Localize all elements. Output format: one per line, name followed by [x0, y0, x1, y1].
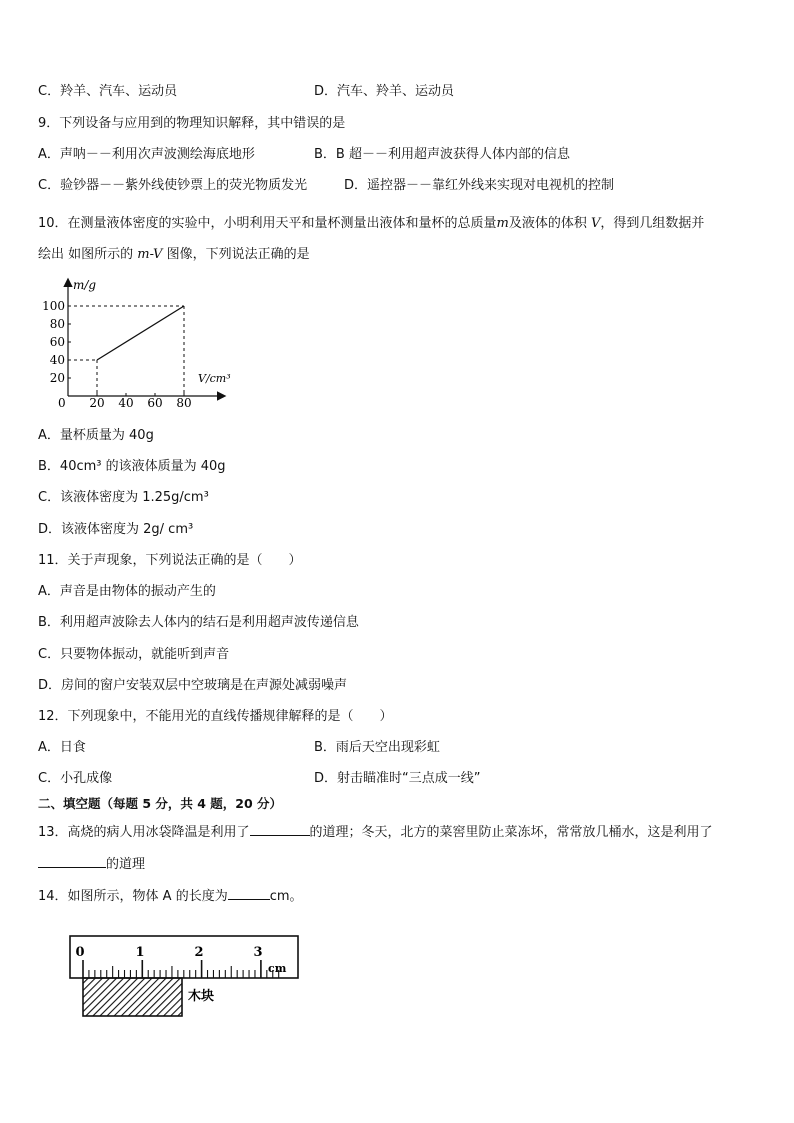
x-tick-label-20: 20: [89, 396, 105, 410]
x-axis-label: V/cm³: [198, 372, 231, 385]
ruler-figure: [68, 934, 308, 1024]
q11-option-b: B．利用超声波除去人体内的结石是利用超声波传递信息: [38, 615, 359, 630]
q12-option-b: B．雨后天空出现彩虹: [314, 740, 440, 755]
section-2-title: 二、填空题（每题 5 分，共 4 题，20 分）: [38, 796, 283, 811]
q10-stem-line2: 绘出 如图所示的 m-V 图像，下列说法正确的是: [38, 247, 310, 262]
q14-stem: 14．如图所示，物体 A 的长度为 cm。: [38, 885, 303, 906]
wood-block-label: 木块: [188, 989, 215, 1004]
q11-option-c: C．只要物体振动，就能听到声音: [38, 647, 230, 662]
y-tick-label-60: 60: [49, 335, 65, 349]
q11-option-a: A．声音是由物体的振动产生的: [38, 584, 216, 599]
y-tick-label-80: 80: [49, 317, 65, 331]
origin-label: 0: [58, 396, 66, 410]
q13-line2: 的道理: [38, 853, 145, 874]
q14-blank[interactable]: [228, 885, 270, 900]
y-tick-label-20: 20: [49, 371, 65, 385]
data-line: [97, 306, 184, 360]
y-axis-label: m/g: [73, 278, 97, 292]
ruler-mark-1: 1: [135, 945, 145, 960]
q9-option-a: A．声呐－－利用次声波测绘海底地形: [38, 147, 255, 162]
x-tick-label-60: 60: [147, 396, 163, 410]
q13-blank-2[interactable]: [38, 853, 106, 868]
q13-blank-1[interactable]: [250, 821, 310, 836]
q12-option-a: A．日食: [38, 740, 86, 755]
q10-stem-line1: 10．在测量液体密度的实验中，小明利用天平和量杯测量出液体和量杯的总质量m及液体的体积 V，得到几组数据并: [38, 216, 705, 231]
q8-option-d: D．汽车、羚羊、运动员: [314, 84, 455, 99]
x-tick-label-80: 80: [176, 396, 192, 410]
q12-stem: 12．下列现象中，不能用光的直线传播规律解释的是（ ）: [38, 709, 393, 724]
q10-option-c: C．该液体密度为 1.25g/cm³: [38, 490, 209, 505]
q12-option-c: C．小孔成像: [38, 771, 113, 786]
q9-option-d: D．遥控器－－靠红外线来实现对电视机的控制: [344, 178, 615, 193]
q11-option-d: D．房间的窗户安装双层中空玻璃是在声源处减弱噪声: [38, 678, 348, 693]
q11-stem: 11．关于声现象，下列说法正确的是（ ）: [38, 553, 302, 568]
y-tick-label-40: 40: [49, 353, 65, 367]
q10-option-d: D．该液体密度为 2g/ cm³: [38, 522, 194, 537]
ruler-mark-3: 3: [253, 945, 263, 960]
q12-option-d: D．射击瞄准时“三点成一线”: [314, 771, 481, 786]
q8-option-c: C．羚羊、汽车、运动员: [38, 84, 178, 99]
q9-stem: 9．下列设备与应用到的物理知识解释，其中错误的是: [38, 116, 346, 131]
mv-chart: [36, 274, 236, 414]
wood-block: [83, 978, 182, 1016]
q10-option-b: B．40cm³ 的该液体质量为 40g: [38, 459, 226, 474]
q9-option-c: C．验钞器－－紫外线使钞票上的荧光物质发光: [38, 178, 308, 193]
x-tick-label-40: 40: [118, 396, 134, 410]
ruler-mark-2: 2: [194, 945, 204, 960]
ruler-unit: cm: [268, 962, 287, 975]
q9-option-b: B．B 超－－利用超声波获得人体内部的信息: [314, 147, 570, 162]
y-tick-label-100: 100: [42, 299, 65, 313]
q10-option-a: A．量杯质量为 40g: [38, 428, 154, 443]
q13-line1: 13．高烧的病人用冰袋降温是利用了 的道理；冬天，北方的菜窖里防止菜冻坏，常常放几桶水，这是利用了: [38, 821, 713, 842]
ruler-mark-0: 0: [75, 945, 85, 960]
